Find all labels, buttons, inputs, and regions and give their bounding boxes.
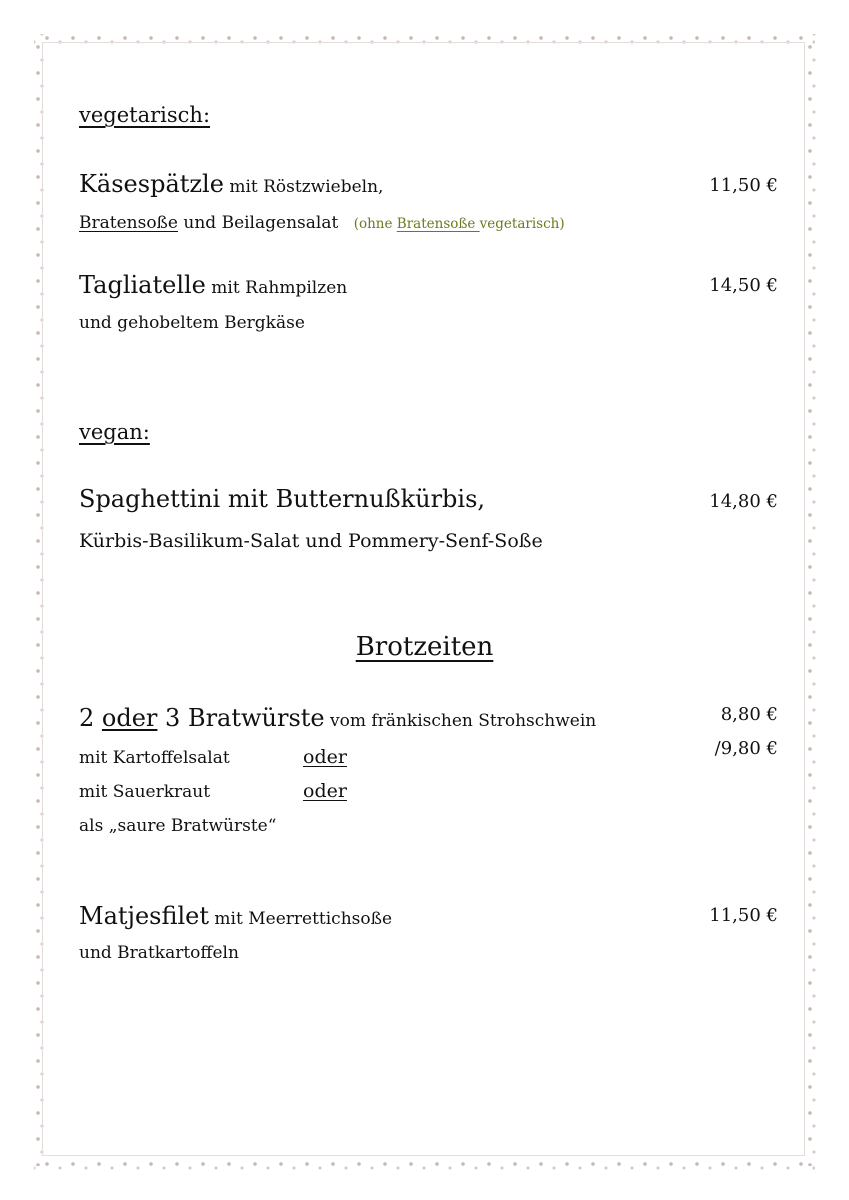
decorative-border-right [804, 34, 816, 1166]
bratwurst-option-3: als „saure Bratwürste“ [79, 816, 277, 836]
tagliatelle-name: Tagliatelle [79, 271, 206, 299]
bratwurst-count-or: oder [101, 704, 158, 732]
spaghettini-price: 14,80 € [709, 491, 778, 512]
bratwurst-price-3: /9,80 € [714, 738, 778, 759]
matjes-price: 11,50 € [709, 905, 778, 926]
kaesespaetzle-desc1: mit Röstzwiebeln, [223, 177, 384, 197]
spaghettini-line2: Kürbis-Basilikum-Salat und Pommery-Senf-Soße [79, 530, 543, 552]
decorative-border-bottom [34, 1158, 815, 1170]
note-sauce: Bratensoße [396, 216, 480, 232]
page-frame [42, 42, 805, 1156]
vegan-heading: vegan: [79, 420, 150, 444]
bratwurst-count-a: 2 [79, 704, 102, 732]
matjes-desc1: mit Meerrettichsoße [209, 909, 393, 929]
kaesespaetzle-desc2: und Beilagensalat [177, 213, 339, 233]
vegetarian-heading: vegetarisch: [79, 103, 211, 127]
tagliatelle-line2: und gehobeltem Bergkäse [79, 313, 305, 333]
tagliatelle-price: 14,50 € [709, 275, 778, 296]
tagliatelle-line1 [79, 271, 347, 299]
bratwurst-option-2: mit Sauerkraut [79, 782, 211, 802]
bratwurst-desc1: vom fränkischen Strohschwein [324, 711, 597, 731]
bratwurst-option-1-or: oder [303, 746, 347, 768]
tagliatelle-desc1: mit Rahmpilzen [205, 278, 348, 298]
kaesespaetzle-price: 11,50 € [709, 175, 778, 196]
kaesespaetzle-sauce: Bratensoße [79, 213, 178, 233]
kaesespaetzle-line2 [79, 213, 565, 233]
bratwurst-option-2-or: oder [303, 780, 347, 802]
kaesespaetzle-name: Käsespätzle [79, 170, 224, 198]
matjes-name: Matjesfilet [79, 902, 210, 930]
bratwurst-line1 [79, 704, 596, 732]
note-close: vegetarisch) [479, 216, 565, 232]
kaesespaetzle-note [354, 216, 565, 232]
brotzeiten-title: Brotzeiten [355, 632, 494, 662]
spaghettini-line1: Spaghettini mit Butternußkürbis, [79, 485, 486, 513]
bratwurst-option-1: mit Kartoffelsalat [79, 748, 230, 768]
kaesespaetzle-line1 [79, 170, 383, 198]
bratwurst-name: Bratwürste [187, 704, 325, 732]
matjes-line1 [79, 902, 392, 930]
bratwurst-count-b: 3 [157, 704, 188, 732]
bratwurst-price-2: 8,80 € [720, 704, 778, 725]
note-open: (ohne [353, 216, 397, 232]
matjes-line2: und Bratkartoffeln [79, 943, 239, 963]
